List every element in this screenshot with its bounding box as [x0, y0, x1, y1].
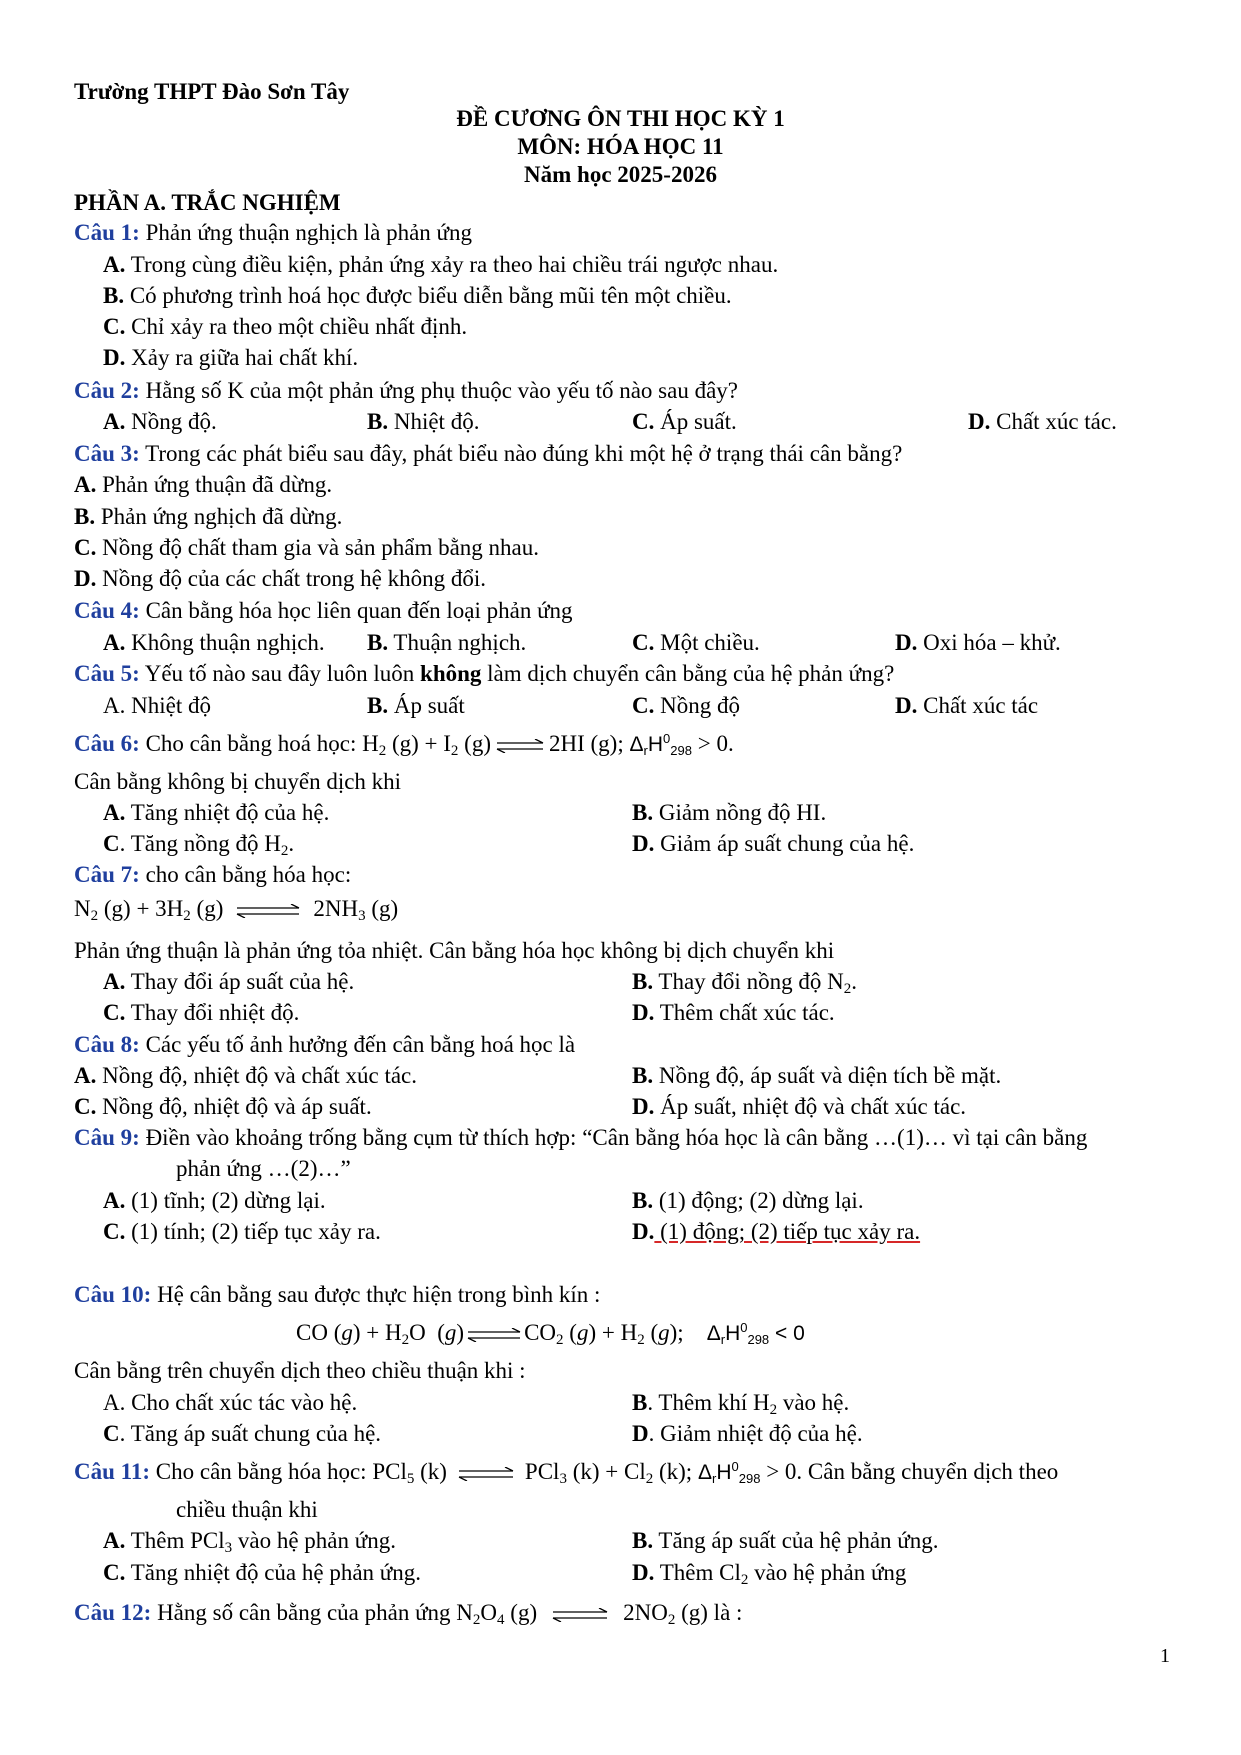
option-c: C. Tăng nồng độ $H_2$.: [103, 831, 295, 859]
equilibrium-arrow-icon: [466, 1328, 522, 1342]
option-b: B. Giảm nồng độ HI.: [632, 800, 827, 825]
option-a: A. Thay đổi áp suất của hệ.: [103, 969, 355, 994]
option-b: B. Áp suất: [367, 693, 465, 718]
question-label: Câu 6:: [74, 731, 140, 756]
question-label: Câu 12:: [74, 1600, 152, 1625]
option-d: D. Chất xúc tác: [895, 693, 1039, 718]
question-label: Câu 10:: [74, 1282, 152, 1307]
question-label: Câu 2:: [74, 378, 140, 403]
question-12: Câu 12: Hằng số cân bằng của phản ứng $N_2O_4$ (g) $2NO_2$ (g) là :: [74, 1600, 743, 1628]
equilibrium-arrow-icon: [457, 1467, 515, 1481]
doc-subject: MÔN: HÓA HỌC 11: [517, 134, 724, 159]
option-c: C. Chỉ xảy ra theo một chiều nhất định.: [103, 314, 468, 339]
option-b: B. (1) động; (2) dừng lại.: [632, 1188, 864, 1213]
option-b: B. Phản ứng nghịch đã dừng.: [74, 504, 343, 529]
option-a: A. Nồng độ, nhiệt độ và chất xúc tác.: [74, 1063, 418, 1088]
option-a: A. Nhiệt độ: [103, 693, 211, 718]
question-5: Câu 5: Yếu tố nào sau đây luôn luôn không làm dịch chuyển cân bằng của hệ phản ứng?: [74, 661, 895, 686]
page-number: 1: [1160, 1645, 1170, 1667]
question-1: Câu 1: Phản ứng thuận nghịch là phản ứng: [74, 220, 472, 245]
option-b: B. Tăng áp suất của hệ phản ứng.: [632, 1528, 939, 1553]
option-a: A. Tăng nhiệt độ của hệ.: [103, 800, 330, 825]
question-10: Câu 10: Hệ cân bằng sau được thực hiện trong bình kín :: [74, 1282, 601, 1307]
question-label: Câu 4:: [74, 598, 140, 623]
doc-title: ĐỀ CƯƠNG ÔN THI HỌC KỲ 1: [456, 106, 785, 131]
option-a: A. Cho chất xúc tác vào hệ.: [103, 1390, 358, 1415]
question-lead: Cân bằng trên chuyển dịch theo chiều thuận khi :: [74, 1358, 526, 1383]
equation: $N_2$ $(g) + 3H_2$ (g) $2NH_3$ (g): [74, 896, 399, 924]
option-c: C. Nồng độ, nhiệt độ và áp suất.: [74, 1094, 372, 1119]
question-label: Câu 11:: [74, 1459, 151, 1484]
option-c: C. Một chiều.: [632, 630, 760, 655]
doc-year: Năm học 2025-2026: [524, 162, 717, 187]
question-2: Câu 2: Hằng số K của một phản ứng phụ thuộc vào yếu tố nào sau đây?: [74, 378, 739, 403]
question-lead: Cân bằng không bị chuyển dịch khi: [74, 769, 402, 794]
question-7: Câu 7: cho cân bằng hóa học:: [74, 862, 352, 887]
option-d: D. Áp suất, nhiệt độ và chất xúc tác.: [632, 1094, 967, 1119]
question-11: Câu 11: Cho cân bằng hóa học: PCl$_5$ (k) PCl$_3$ $(k) + Cl_2$ (k); $\Delta_rH^0_{298} > 0$. Cân bằng chuyển dịch theo: [74, 1459, 1059, 1487]
school-name: Trường THPT Đào Sơn Tây: [74, 79, 350, 104]
option-c: C. Nồng độ chất tham gia và sản phẩm bằng nhau.: [74, 535, 540, 560]
option-d: D. Thêm chất xúc tác.: [632, 1000, 835, 1025]
option-a: A. Không thuận nghịch.: [103, 630, 325, 655]
option-a: A. Thêm PCl$_3$ vào hệ phản ứng.: [103, 1528, 396, 1556]
option-c: C. Nồng độ: [632, 693, 740, 718]
question-lead: Phản ứng thuận là phản ứng tỏa nhiệt. Cân bằng hóa học không bị dịch chuyển khi: [74, 938, 835, 963]
equilibrium-arrow-icon: [235, 904, 301, 918]
question-label: Câu 5:: [74, 661, 140, 686]
question-4: Câu 4: Cân bằng hóa học liên quan đến loại phản ứng: [74, 598, 573, 623]
option-b: B. Nhiệt độ.: [367, 409, 480, 434]
option-a: A. Nồng độ.: [103, 409, 217, 434]
equilibrium-arrow-icon: [495, 739, 545, 753]
question-label: Câu 1:: [74, 220, 140, 245]
equation: CO $(g) + H_2O$ (g) $CO_2$ $(g) + H_2$ (g); $\Delta_rH^0_{298} < 0$: [296, 1320, 805, 1348]
option-d: D. Oxi hóa – khử.: [895, 630, 1061, 655]
option-d: D. (1) động; (2) tiếp tục xảy ra.: [632, 1219, 921, 1244]
option-d: D. Xảy ra giữa hai chất khí.: [103, 345, 359, 370]
option-c: C. Tăng nhiệt độ của hệ phản ứng.: [103, 1560, 422, 1585]
option-c: C. (1) tính; (2) tiếp tục xảy ra.: [103, 1219, 381, 1244]
question-8: Câu 8: Các yếu tố ảnh hưởng đến cân bằng hoá học là: [74, 1032, 576, 1057]
question-9: Câu 9: Điền vào khoảng trống bằng cụm từ thích hợp: “Cân bằng hóa học là cân bằng …(1)… vì tại cân bằng: [74, 1125, 1088, 1150]
option-d: D. Thêm $Cl_2$ vào hệ phản ứng: [632, 1560, 907, 1588]
question-9-cont: phản ứng …(2)…”: [176, 1156, 351, 1181]
option-a: A. Trong cùng điều kiện, phản ứng xảy ra theo hai chiều trái ngược nhau.: [103, 252, 779, 277]
option-d: D. Nồng độ của các chất trong hệ không đổi.: [74, 566, 486, 591]
question-label: Câu 3:: [74, 441, 140, 466]
option-d: D. Giảm áp suất chung của hệ.: [632, 831, 915, 856]
option-b: B. Nồng độ, áp suất và diện tích bề mặt.: [632, 1063, 1002, 1088]
question-6: Câu 6: Cho cân bằng hoá học: $H_2$ $(g) + I_2$ (g) 2HI (g); $\Delta_rH^0_{298} > 0$.: [74, 731, 734, 759]
option-b: B. Thay đổi nồng độ $N_2$.: [632, 969, 857, 997]
question-label: Câu 8:: [74, 1032, 140, 1057]
option-b: B. Thêm khí $H_2$ vào hệ.: [632, 1390, 850, 1418]
option-b: B. Thuận nghịch.: [367, 630, 527, 655]
equilibrium-arrow-icon: [551, 1608, 609, 1622]
section-title: PHẦN A. TRẮC NGHIỆM: [74, 190, 341, 215]
option-a: A. (1) tĩnh; (2) dừng lại.: [103, 1188, 326, 1213]
option-b: B. Có phương trình hoá học được biểu diễn bằng mũi tên một chiều.: [103, 283, 732, 308]
option-d: D. Chất xúc tác.: [968, 409, 1117, 434]
option-c: C. Áp suất.: [632, 409, 737, 434]
question-label: Câu 7:: [74, 862, 140, 887]
question-3: Câu 3: Trong các phát biểu sau đây, phát biểu nào đúng khi một hệ ở trạng thái cân bằng?: [74, 441, 903, 466]
question-label: Câu 9:: [74, 1125, 140, 1150]
option-c: C. Tăng áp suất chung của hệ.: [103, 1421, 382, 1446]
option-d: D. Giảm nhiệt độ của hệ.: [632, 1421, 863, 1446]
option-c: C. Thay đổi nhiệt độ.: [103, 1000, 300, 1025]
option-a: A. Phản ứng thuận đã dừng.: [74, 472, 333, 497]
question-11-cont: chiều thuận khi: [176, 1497, 318, 1522]
